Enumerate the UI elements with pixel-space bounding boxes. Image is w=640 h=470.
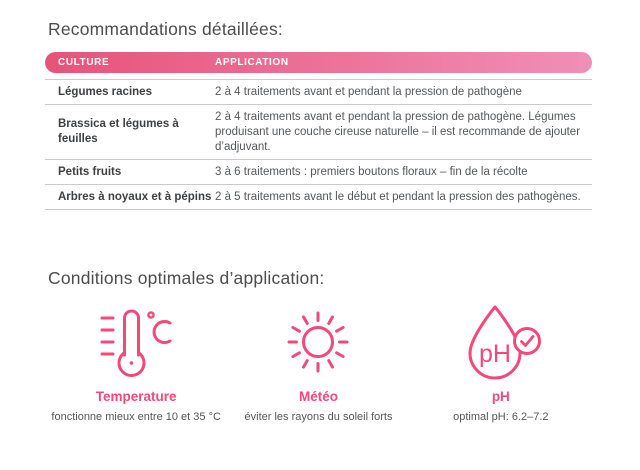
- application-cell: 2 à 4 traitements avant et pendant la pression de pathogène: [215, 85, 522, 98]
- conditions-row: [45, 304, 592, 423]
- table-row: [45, 160, 592, 185]
- condition-temperature: [45, 304, 227, 423]
- conditions-title: Conditions optimales d’application:: [48, 268, 325, 288]
- weather-label: Météo: [298, 389, 338, 404]
- application-cell: 2 à 5 traitements avant le début et pendant la pression des pathogènes.: [215, 190, 581, 203]
- application-cell: 2 à 4 traitements avant et pendant la pression de pathogène. Légumes produisant une couche cireuse naturelle – il est recommande de ajouter d’adjuvant.: [215, 110, 581, 153]
- culture-cell: Petits fruits: [58, 165, 122, 178]
- column-header-application: APPLICATION: [215, 57, 289, 68]
- thermometer-icon: [96, 304, 176, 380]
- ph-droplet-icon: [455, 304, 547, 380]
- culture-cell: Arbres à noyaux et à pépins: [58, 190, 212, 203]
- condition-ph: [410, 304, 592, 423]
- condition-weather: [227, 304, 409, 423]
- temperature-label: Temperature: [95, 389, 177, 404]
- column-header-culture: CULTURE: [58, 57, 110, 68]
- table-header: [45, 52, 592, 73]
- table-row: [45, 105, 592, 160]
- table-row: [45, 80, 592, 105]
- check-icon: [514, 329, 539, 354]
- ph-label: pH: [491, 389, 510, 404]
- recommendations-title: Recommandations détaillées:: [48, 19, 283, 39]
- weather-caption: éviter les rayons du soleil forts: [244, 411, 393, 423]
- ph-caption: optimal pH: 6.2–7.2: [453, 411, 549, 423]
- table-row: [45, 185, 592, 210]
- page: [45, 0, 637, 423]
- temperature-caption: fonctionne mieux entre 10 et 35 °C: [51, 411, 221, 423]
- ph-droplet-text: pH: [478, 340, 511, 368]
- culture-cell: Brassica et légumes à feuilles: [58, 118, 179, 145]
- recommendations-table: [45, 52, 592, 210]
- table-body: [45, 79, 592, 210]
- application-cell: 3 à 6 traitements : premiers boutons floraux – fin de la récolte: [215, 165, 528, 178]
- culture-cell: Légumes racines: [58, 85, 152, 98]
- sun-icon: [279, 304, 357, 380]
